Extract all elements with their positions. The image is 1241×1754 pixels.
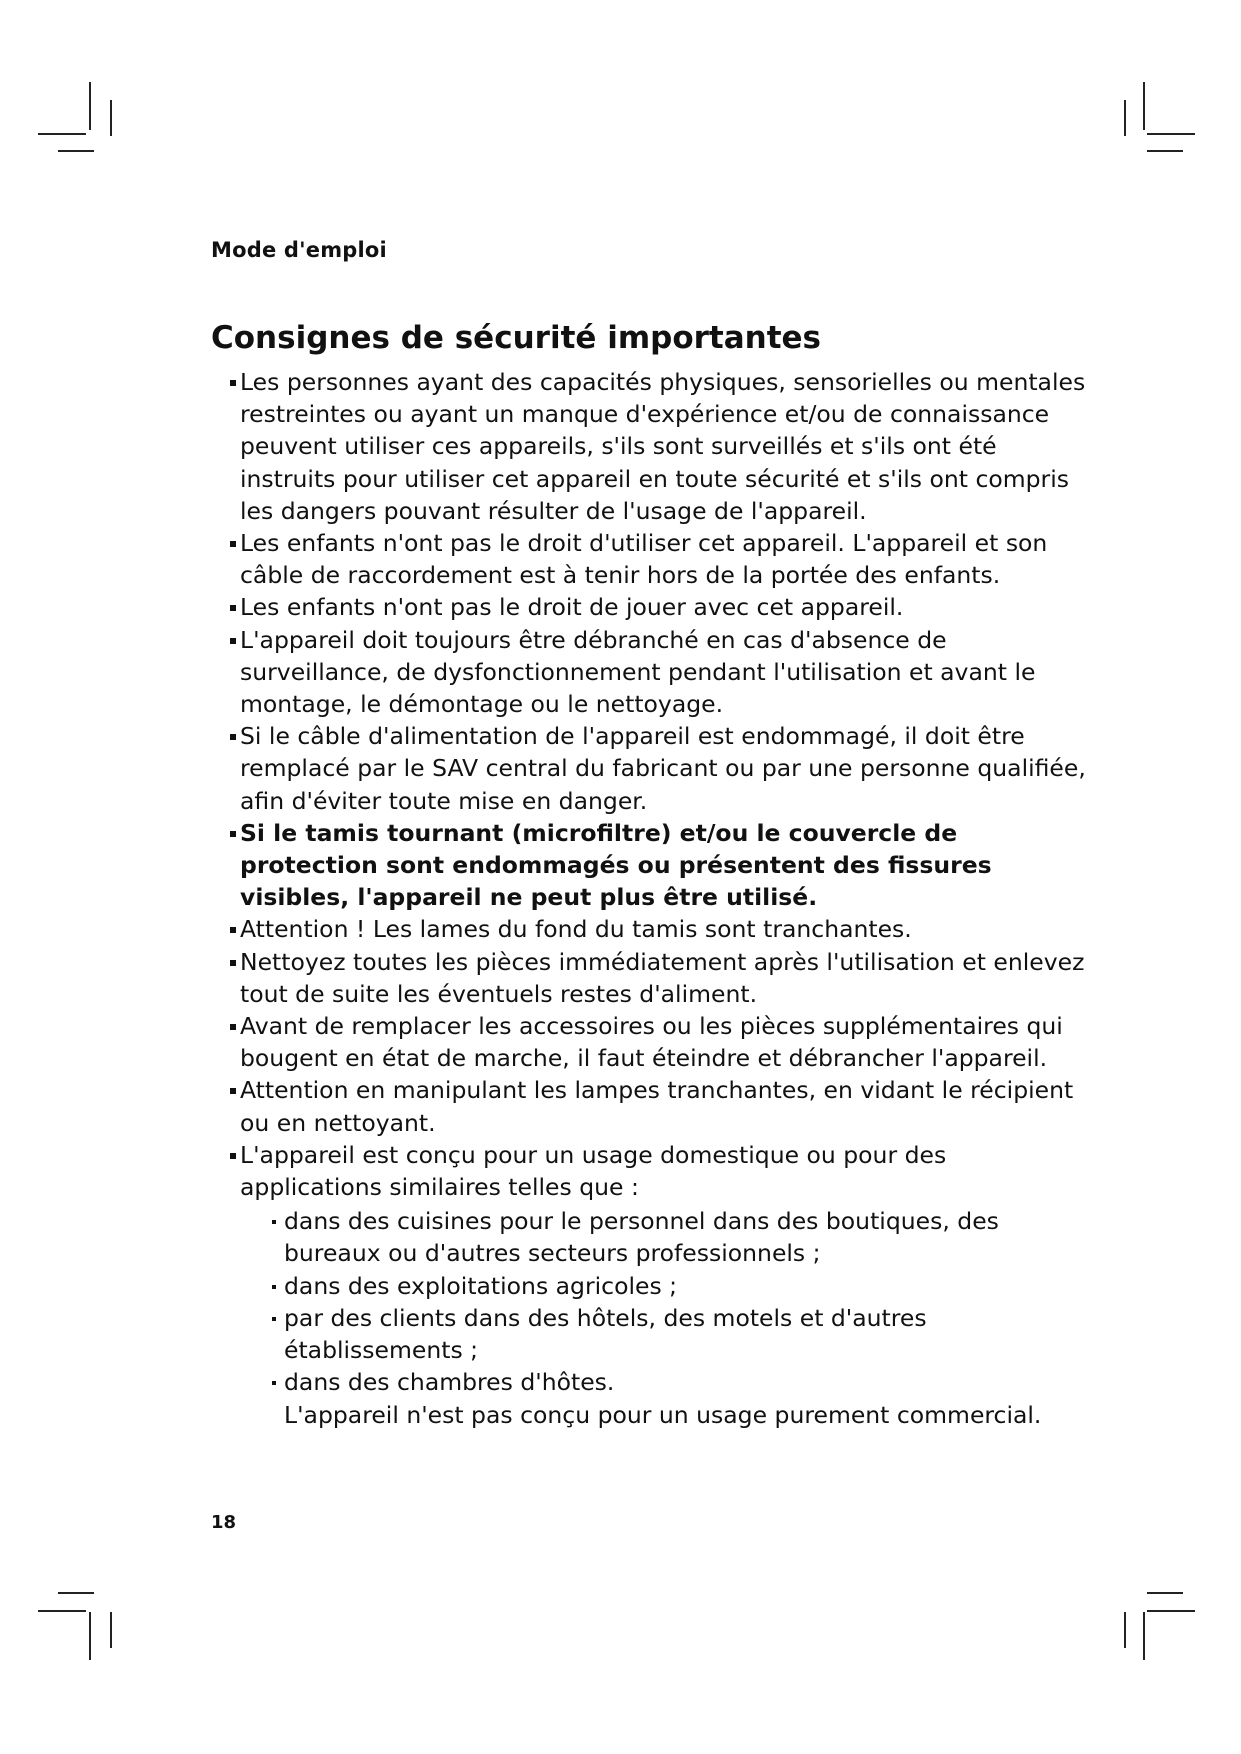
page-number: 18 (211, 1512, 237, 1533)
crop-mark (1143, 82, 1145, 130)
crop-mark (110, 100, 112, 136)
section-title: Consignes de sécurité importantes (211, 320, 822, 356)
running-header: Mode d'emploi (211, 238, 387, 262)
safety-item: Les personnes ayant des capacités physiques, sensorielles ou mentales restreintes ou ayant un manque d'expérience et/ou de connaissance peuvent utiliser ces appareils, s'ils sont surveillés et s'ils ont été instruits pour utiliser cet appareil en toute sécurité et s'ils ont compris les dangers pouvant résulter de l'usage de l'appareil. (230, 366, 1090, 527)
safety-item: Nettoyez toutes les pièces immédiatement après l'utilisation et enlevez tout de suite les éventuels restes d'aliment. (230, 946, 1090, 1010)
usage-sublist (272, 1205, 1090, 1398)
safety-item: Avant de remplacer les accessoires ou les pièces supplémentaires qui bougent en état de marche, il faut éteindre et débrancher l'appareil. (230, 1010, 1090, 1074)
safety-item: Les enfants n'ont pas le droit de jouer avec cet appareil. (230, 591, 1090, 623)
crop-mark (110, 1612, 112, 1648)
safety-item: L'appareil doit toujours être débranché en cas d'absence de surveillance, de dysfonctionnement pendant l'utilisation et avant le montage, le démontage ou le nettoyage. (230, 624, 1090, 721)
crop-mark (1147, 1592, 1183, 1594)
usage-subitem: par des clients dans des hôtels, des motels et d'autres établissements ; (272, 1302, 1090, 1366)
usage-subitem: dans des exploitations agricoles ; (272, 1270, 1090, 1302)
closing-note: L'appareil n'est pas conçu pour un usage purement commercial. (284, 1400, 1042, 1429)
crop-mark (58, 1592, 94, 1594)
crop-mark (38, 1610, 86, 1612)
safety-item: Si le câble d'alimentation de l'appareil est endommagé, il doit être remplacé par le SAV central du fabricant ou par une personne qualifiée, afin d'éviter toute mise en danger. (230, 720, 1090, 817)
safety-item: L'appareil est conçu pour un usage domestique ou pour des applications similaires telles que : (230, 1139, 1090, 1203)
crop-mark (1143, 1612, 1145, 1660)
usage-subitem: dans des cuisines pour le personnel dans des boutiques, des bureaux ou d'autres secteurs professionnels ; (272, 1205, 1090, 1269)
safety-item: Attention ! Les lames du fond du tamis sont tranchantes. (230, 913, 1090, 945)
safety-item-warning: Si le tamis tournant (microfiltre) et/ou le couvercle de protection sont endommagés ou présentent des fissures visibles, l'appareil ne peut plus être utilisé. (230, 817, 1090, 914)
crop-mark (1147, 150, 1183, 152)
crop-mark (1124, 100, 1126, 136)
safety-list (230, 366, 1090, 1431)
crop-mark (1147, 1610, 1195, 1612)
crop-mark (1147, 133, 1195, 135)
crop-mark (1124, 1612, 1126, 1648)
usage-subitem: dans des chambres d'hôtes. (272, 1366, 1090, 1398)
safety-item: Les enfants n'ont pas le droit d'utiliser cet appareil. L'appareil et son câble de raccordement est à tenir hors de la portée des enfants. (230, 527, 1090, 591)
crop-mark (58, 150, 94, 152)
crop-mark (89, 1612, 91, 1660)
safety-item: Attention en manipulant les lampes tranchantes, en vidant le récipient ou en nettoyant. (230, 1074, 1090, 1138)
crop-mark (38, 133, 86, 135)
crop-mark (89, 82, 91, 130)
